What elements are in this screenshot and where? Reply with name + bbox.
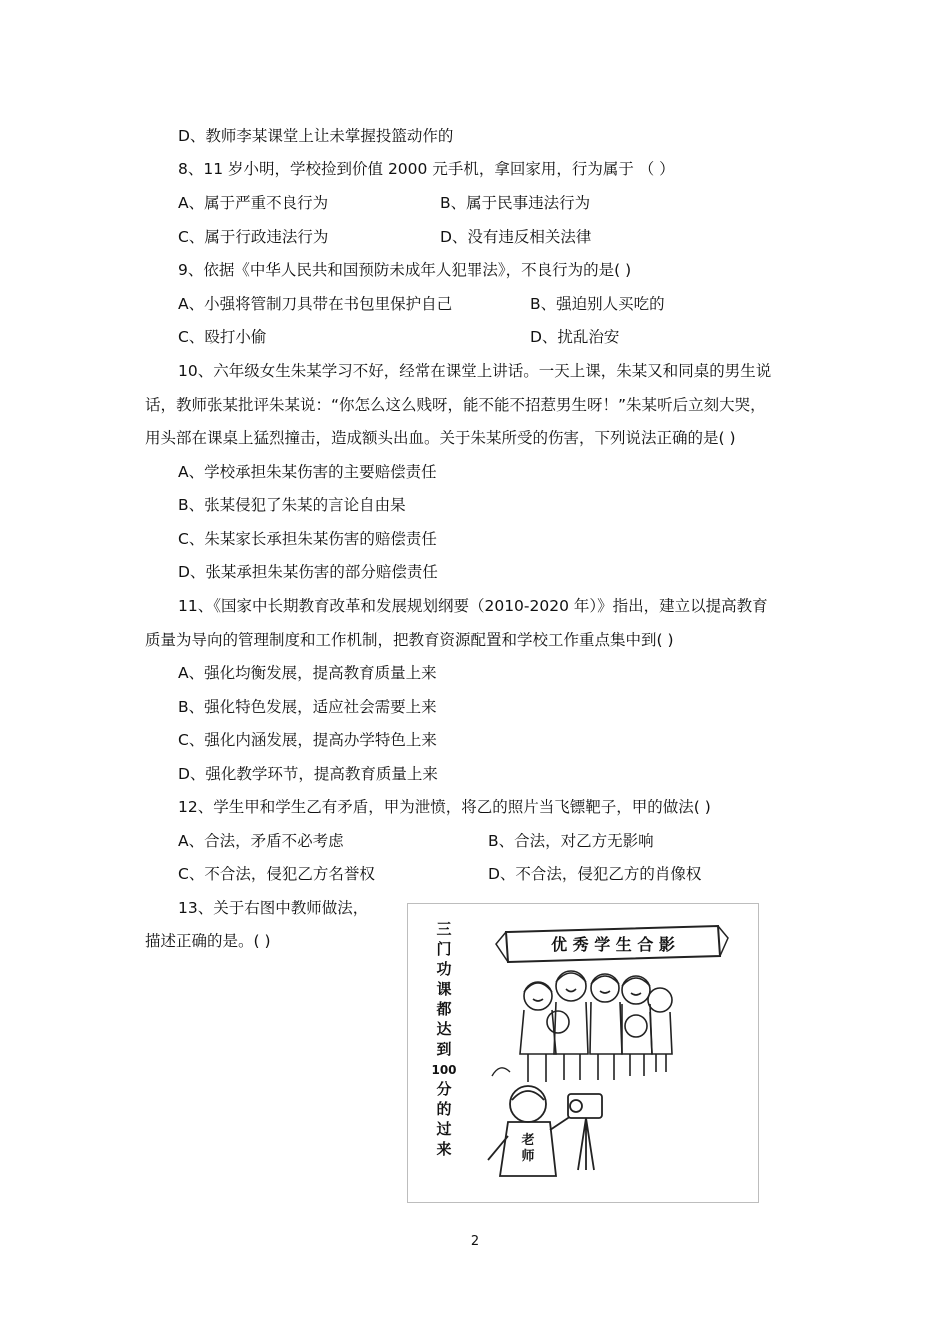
- q10-option-d: D、张某承担朱某伤害的部分赔偿责任: [178, 563, 438, 581]
- vertical-caption-char: 达: [436, 1020, 452, 1038]
- teacher-label-char: 老: [521, 1133, 535, 1148]
- cartoon-drawing: [408, 904, 758, 1202]
- q10-option-a: A、学校承担朱某伤害的主要赔偿责任: [178, 463, 437, 481]
- q8-option-b: B、属于民事违法行为: [440, 194, 591, 212]
- q9-option-a: A、小强将管制刀具带在书包里保护自己: [178, 295, 453, 313]
- q13-stem-line-1: 13、关于右图中教师做法，: [178, 899, 369, 917]
- q9-option-b: B、强迫别人买吃的: [530, 295, 665, 313]
- student-group: [520, 971, 672, 1082]
- vertical-caption-char: 到: [436, 1040, 452, 1058]
- vertical-caption-char: 的: [436, 1100, 452, 1118]
- q11-option-d: D、强化教学环节，提高教育质量上来: [178, 765, 438, 783]
- vertical-caption-char: 都: [436, 1000, 452, 1018]
- teacher-label: [520, 1132, 534, 1164]
- teacher-label-char: 师: [521, 1149, 535, 1164]
- q7-option-d: D、教师李某课堂上让未掌握投篮动作的: [178, 127, 454, 145]
- q9-option-d: D、扰乱治安: [530, 328, 620, 346]
- page-number: 2: [470, 1234, 480, 1249]
- q10-option-b: B、张某侵犯了朱某的言论自由杲: [178, 496, 406, 514]
- q13-stem-line-2: 描述正确的是。( ): [145, 932, 271, 950]
- q11-option-a: A、强化均衡发展，提高教育质量上来: [178, 664, 437, 682]
- q8-stem: 8、11 岁小明，学校捡到价值 2000 元手机，拿回家用，行为属于 （ ）: [178, 160, 675, 178]
- vertical-caption-char: 课: [436, 980, 452, 998]
- vertical-caption-char: 过: [436, 1120, 452, 1138]
- vertical-caption-char: 来: [436, 1140, 452, 1158]
- q12-option-b: B、合法，对乙方无影响: [488, 832, 654, 850]
- q12-option-a: A、合法，矛盾不必考虑: [178, 832, 344, 850]
- teacher-figure: [488, 1068, 602, 1176]
- vertical-caption-char: 门: [436, 940, 452, 958]
- q8-option-c: C、属于行政违法行为: [178, 228, 329, 246]
- q11-stem-line-2: 质量为导向的管理制度和工作机制，把教育资源配置和学校工作重点集中到( ): [145, 631, 674, 649]
- cartoon-illustration: [407, 903, 759, 1203]
- q10-stem-line-2: 话，教师张某批评朱某说：“你怎么这么贱呀，能不能不招惹男生呀！”朱某听后立刻大哭，: [145, 396, 766, 414]
- q10-option-c: C、朱某家长承担朱某伤害的赔偿责任: [178, 530, 437, 548]
- vertical-caption-char: 100: [431, 1063, 457, 1077]
- q9-option-c: C、殴打小偷: [178, 328, 267, 346]
- q11-option-b: B、强化特色发展，适应社会需要上来: [178, 698, 437, 716]
- vertical-caption: [431, 920, 456, 1158]
- vertical-caption-char: 三: [436, 920, 452, 938]
- vertical-caption-char: 分: [436, 1080, 452, 1098]
- q12-stem: 12、学生甲和学生乙有矛盾，甲为泄愤，将乙的照片当飞镖靶子，甲的做法( ): [178, 798, 711, 816]
- q12-option-d: D、不合法，侵犯乙方的肖像权: [488, 865, 702, 883]
- banner-text: 优 秀 学 生 合 影: [551, 935, 675, 954]
- q9-stem: 9、依据《中华人民共和国预防未成年人犯罪法》，不良行为的是( ): [178, 261, 632, 279]
- vertical-caption-char: 功: [436, 960, 452, 978]
- q8-option-a: A、属于严重不良行为: [178, 194, 329, 212]
- q12-option-c: C、不合法，侵犯乙方名誉权: [178, 865, 375, 883]
- q8-option-d: D、没有违反相关法律: [440, 228, 592, 246]
- q11-stem-line-1: 11、《国家中长期教育改革和发展规划纲要（2010-2020 年）》指出，建立以提高教育: [178, 597, 768, 615]
- q10-stem-line-3: 用头部在课桌上猛烈撞击，造成额头出血。关于朱某所受的伤害，下列说法正确的是( ): [145, 429, 736, 447]
- q10-stem-line-1: 10、六年级女生朱某学习不好，经常在课堂上讲话。一天上课，朱某又和同桌的男生说: [178, 362, 772, 380]
- q11-option-c: C、强化内涵发展，提高办学特色上来: [178, 731, 437, 749]
